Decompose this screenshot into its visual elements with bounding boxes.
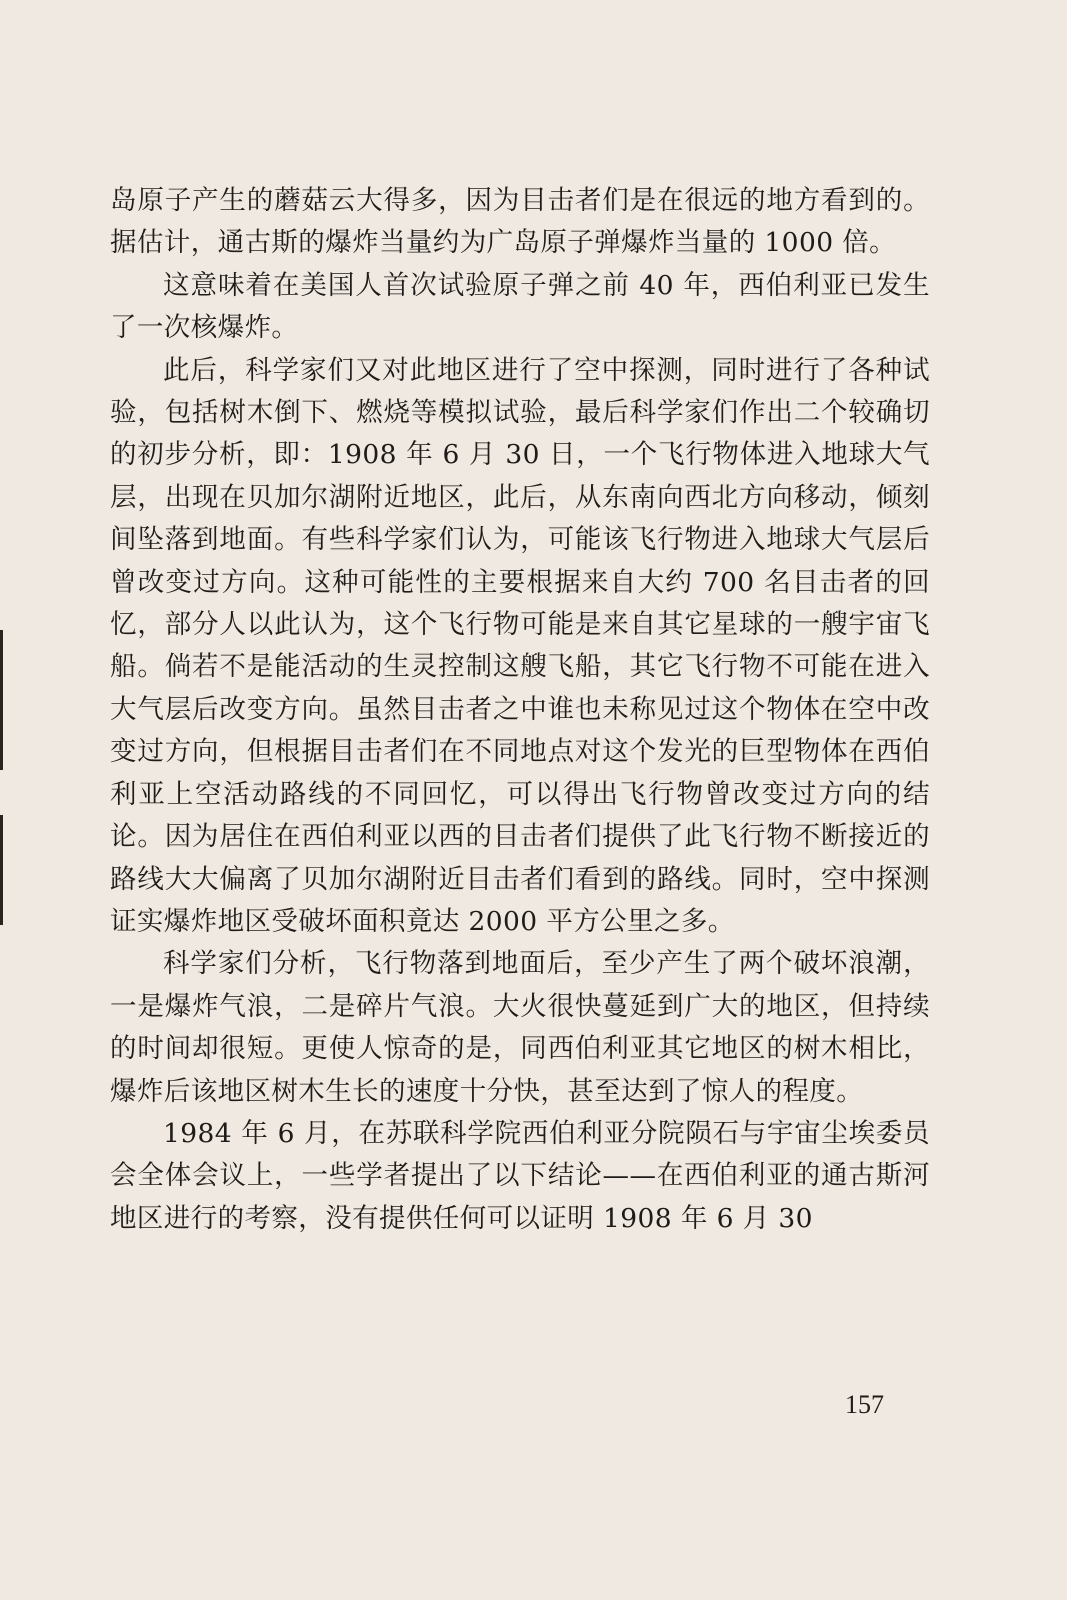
page-number: 157 <box>845 1390 884 1419</box>
body-text <box>110 180 930 1240</box>
paragraph: 科学家们分析，飞行物落到地面后，至少产生了两个破坏浪潮，一是爆炸气浪，二是碎片气浪。大火很快蔓延到广大的地区，但持续的时间却很短。更使人惊奇的是，同西伯利亚其它地区的树木相比，爆炸后该地区树木生长的速度十分快，甚至达到了惊人的程度。 <box>110 948 930 1107</box>
paragraph: 1984 年 6 月，在苏联科学院西伯利亚分院陨石与宇宙尘埃委员会全体会议上，一些学者提出了以下结论——在西伯利亚的通古斯河地区进行的考察，没有提供任何可以证明 1908 年 6 月 30 <box>110 1117 930 1234</box>
paragraph: 这意味着在美国人首次试验原子弹之前 40 年，西伯利亚已发生了一次核爆炸。 <box>110 269 930 344</box>
page-edge-mark <box>0 815 3 925</box>
page-edge-mark <box>0 630 3 770</box>
paragraph: 此后，科学家们又对此地区进行了空中探测，同时进行了各种试验，包括树木倒下、燃烧等模拟试验，最后科学家们作出二个较确切的初步分析，即：1908 年 6 月 30 日，一个飞行物体进入地球大气层，出现在贝加尔湖附近地区，此后，从东南向西北方向移动，倾刻间坠落到地面。有些科学家们认为，可能该飞行物进入地球大气层后曾改变过方向。这种可能性的主要根据来自大约 700 名目击者的回忆，部分人以此认为，这个飞行物可能是来自其它星球的一艘宇宙飞船。倘若不是能活动的生灵控制这艘飞船，其它飞行物不可能在进入大气层后改变方向。虽然目击者之中谁也未称见过这个物体在空中改变过方向，但根据目击者们在不同地点对这个发光的巨型物体在西伯利亚上空活动路线的不同回忆，可以得出飞行物曾改变过方向的结论。因为居住在西伯利亚以西的目击者们提供了此飞行物不断接近的路线大大偏离了贝加尔湖附近目击者们看到的路线。同时，空中探测证实爆炸地区受破坏面积竟达 2000 平方公里之多。 <box>110 354 930 937</box>
paragraph-continuation: 岛原子产生的蘑菇云大得多，因为目击者们是在很远的地方看到的。据估计，通古斯的爆炸当量约为广岛原子弹爆炸当量的 1000 倍。 <box>110 185 930 259</box>
